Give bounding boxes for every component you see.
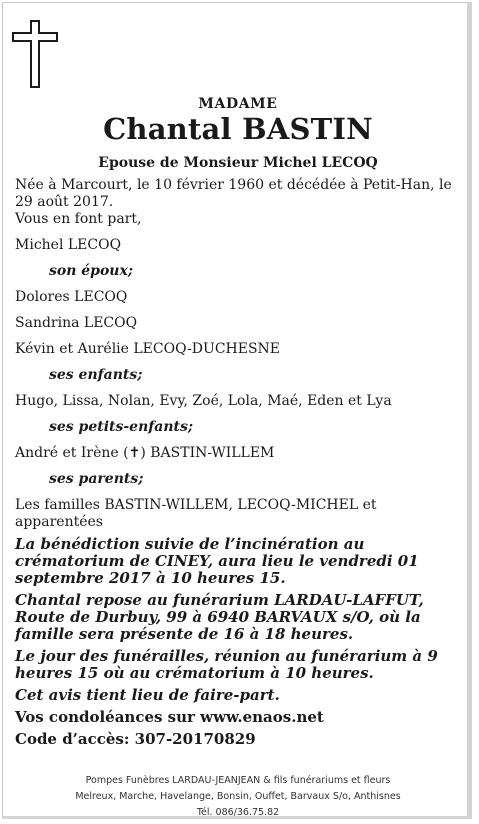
parents-relation: ses parents; [49,471,144,487]
footer-line: Tél. 086/36.75.82 [196,807,280,818]
child-name: Sandrina LECOQ [15,315,138,331]
grandchildren-names: Hugo, Lissa, Nolan, Evy, Zoé, Lola, Maé, Eden et Lya [15,393,392,409]
deceased-name: Chantal BASTIN [103,112,373,146]
child-name: Dolores LECOQ [15,289,128,305]
notice-line: Cet avis tient lieu de faire-part. [15,686,280,704]
birth-death-info: Née à Marcourt, le 10 février 1960 et décédée à Petit-Han, le 29 août 2017. [15,177,452,210]
child-name: Kévin et Aurélie LECOQ-DUCHESNE [15,341,281,357]
ceremony-info: La bénédiction suivie de l’incinération au crématorium de CINEY, aura lieu le vendredi 01 septembre 2017 à 10 heures 15. [15,535,419,587]
funeral-home-footer [3,773,473,821]
parents-suffix: ) BASTIN-WILLEM [140,445,275,461]
spouse-name: Michel LECOQ [15,237,122,253]
footer-line: Melreux, Marche, Havelange, Bonsin, Ouffet, Barvaux S/o, Anthisnes [75,791,401,802]
footer-line: Pompes Funèbres LARDAU-JEANJEAN & fils funérariums et fleurs [85,775,391,786]
grandchildren-relation: ses petits-enfants; [49,419,194,435]
meeting-info: Le jour des funérailles, réunion au funérarium à 9 heures 15 où au crématorium à 10 heures. [15,647,438,682]
obituary-card [2,2,472,819]
parents-names [15,445,463,462]
access-code: Code d’accès: 307-20170829 [15,730,256,748]
repose-info: Chantal repose au funérarium LARDAU-LAFFUT, Route de Durbuy, 99 à 6940 BARVAUX s/O, où la famille sera présente de 16 à 18 heures. [15,591,424,643]
parents-prefix: André et Irène ( [15,445,129,461]
condolences-line: Vos condoléances sur www.enaos.net [15,708,324,726]
families-line: Les familles BASTIN-WILLEM, LECOQ-MICHEL et apparentées [15,497,377,530]
obituary-body [15,177,463,748]
spouse-relation: son époux; [49,263,133,279]
small-cross-icon: ✝ [128,445,141,461]
announcement-line: Vous en font part, [15,211,142,227]
children-relation: ses enfants; [49,367,143,383]
spouse-of-line: Epouse de Monsieur Michel LECOQ [98,155,378,171]
cross-icon [12,20,58,88]
title-madame: MADAME [198,96,278,112]
